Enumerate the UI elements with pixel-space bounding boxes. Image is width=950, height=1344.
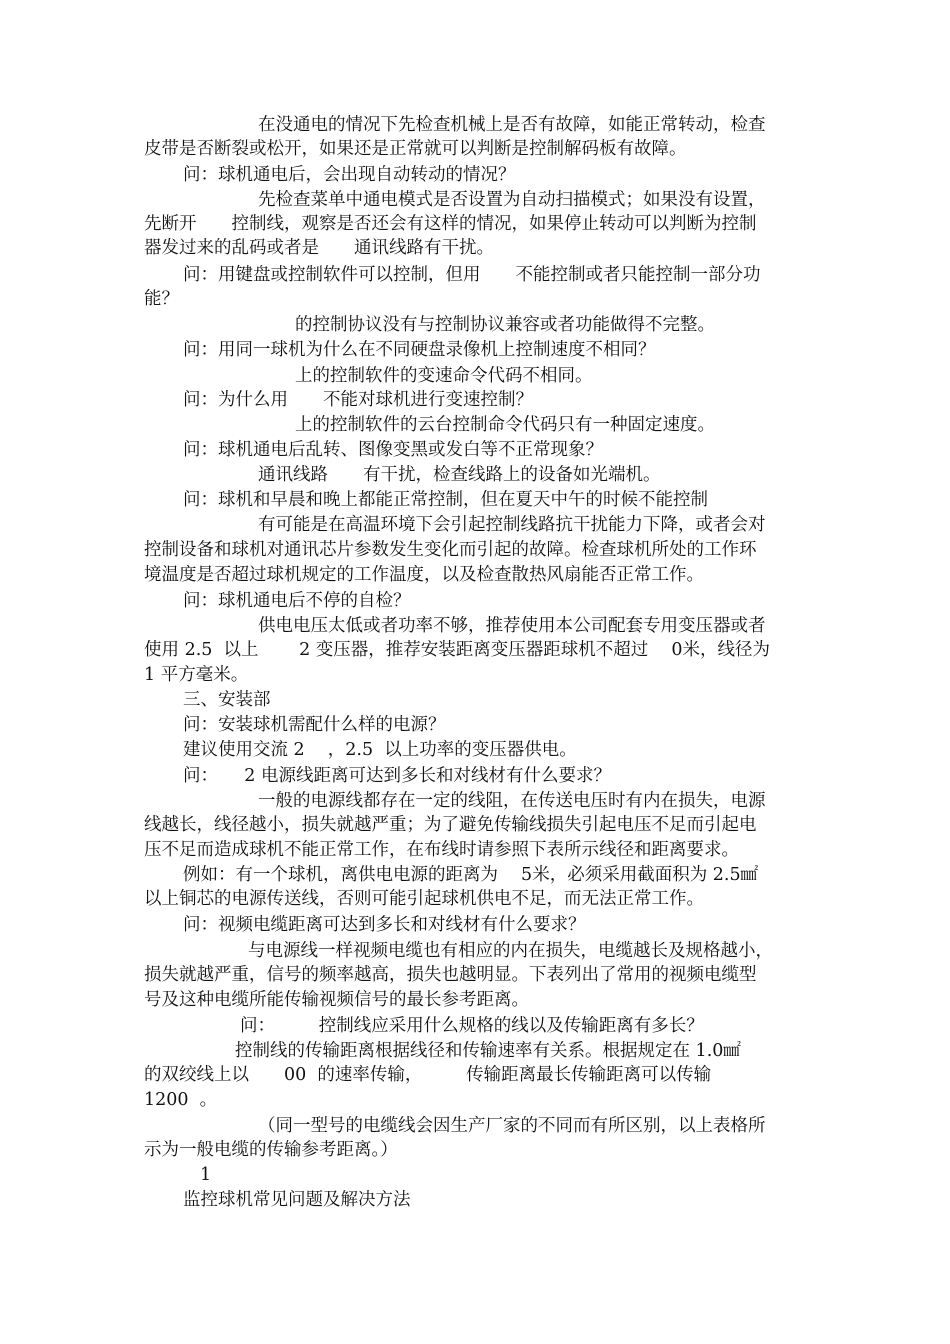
section-heading: 三、安装部 xyxy=(183,690,271,710)
text-line: 在没通电的情况下先检查机械上是否有故障，如能正常转动，检查 xyxy=(258,115,766,135)
text-line: 的控制协议没有与控制协议兼容或者功能做得不完整。 xyxy=(295,315,715,335)
text-line: （同一型号的电缆线会因生产厂家的不同而有所区别，以上表格所 xyxy=(258,1116,766,1136)
text-line: 供电电压太低或者功率不够，推荐使用本公司配套专用变压器或者 xyxy=(258,616,766,636)
text-line: 问：球机通电后，会出现自动转动的情况？ xyxy=(183,165,516,185)
page-number: 1 xyxy=(200,1165,212,1185)
text-line: 境温度是否超过球机规定的工作温度，以及检查散热风扇能否正常工作。 xyxy=(144,565,704,585)
text-line: 控制设备和球机对通讯芯片参数发生变化而引起的故障。检查球机所处的工作环 xyxy=(144,540,757,560)
text-line: 问： 控制线应采用什么规格的线以及传输距离有多长？ xyxy=(240,1016,704,1036)
text-line: 压不足而造成球机不能正常工作，在布线时请参照下表所示线径和距离要求。 xyxy=(144,840,739,860)
text-line: 上的控制软件的变速命令代码不相同。 xyxy=(295,366,593,386)
text-line: 与电源线一样视频电缆也有相应的内在损失，电缆越长及规格越小， xyxy=(248,941,773,961)
text-line: 问： 2 电源线距离可达到多长和对线材有什么要求？ xyxy=(183,766,611,786)
text-line: 问：视频电缆距离可达到多长和对线材有什么要求？ xyxy=(183,915,586,935)
text-line: 问：安装球机需配什么样的电源？ xyxy=(183,715,446,735)
text-line: 号及这种电缆所能传输视频信号的最长参考距离。 xyxy=(144,990,529,1010)
text-line: 1200 。 xyxy=(144,1090,218,1110)
text-line: 通讯线路 有干扰，检查线路上的设备如光端机。 xyxy=(258,465,661,485)
document-title: 监控球机常见问题及解决方法 xyxy=(183,1190,411,1210)
text-line: 问：球机通电后乱转、图像变黑或发白等不正常现象？ xyxy=(183,440,603,460)
text-line: 问：用同一球机为什么在不同硬盘录像机上控制速度不相同？ xyxy=(183,340,656,360)
text-line: 问：为什么用 不能对球机进行变速控制？ xyxy=(183,390,533,410)
text-line: 先断开 控制线，观察是否还会有这样的情况，如果停止转动可以判断为控制 xyxy=(144,214,757,234)
text-line: 皮带是否断裂或松开，如果还是正常就可以判断是控制解码板有故障。 xyxy=(144,139,687,159)
text-line: 示为一般电缆的传输参考距离。） xyxy=(144,1140,398,1160)
text-line: 以上铜芯的电源传送线，否则可能引起球机供电不足，而无法正常工作。 xyxy=(144,889,704,909)
text-line: 建议使用交流 2 ，2.5 以上功率的变压器供电。 xyxy=(183,740,577,760)
text-line: 例如：有一个球机，离供电电源的距离为 5米，必须采用截面积为 2.5㎟ xyxy=(183,865,759,885)
text-line: 问：球机通电后不停的自检？ xyxy=(183,591,411,611)
text-line: 能？ xyxy=(144,289,179,309)
text-line: 问：球机和早晨和晚上都能正常控制，但在夏天中午的时候不能控制 xyxy=(183,490,708,510)
text-line: 线越长，线径越小，损失就越严重；为了避免传输线损失引起电压不足而引起电 xyxy=(144,815,757,835)
text-line: 器发过来的乱码或者是 通讯线路有干扰。 xyxy=(144,238,494,258)
text-line: 控制线的传输距离根据线径和传输速率有关系。根据规定在 1.0㎟ xyxy=(235,1041,741,1061)
text-line: 上的控制软件的云台控制命令代码只有一种固定速度。 xyxy=(295,415,715,435)
text-line: 的双绞线上以 00 的速率传输， 传输距离最长传输距离可以传输 xyxy=(144,1065,712,1085)
text-line: 使用 2.5 以上 2 变压器，推荐安装距离变压器距球机不超过 0米，线径为 xyxy=(144,640,770,660)
text-line: 有可能是在高温环境下会引起控制线路抗干扰能力下降，或者会对 xyxy=(258,515,766,535)
text-line: 一般的电源线都存在一定的线阻，在传送电压时有内在损失，电源 xyxy=(258,791,766,811)
text-line: 损失就越严重，信号的频率越高，损失也越明显。下表列出了常用的视频电缆型 xyxy=(144,965,757,985)
text-line: 1 平方毫米。 xyxy=(144,665,249,685)
text-line: 先检查菜单中通电模式是否设置为自动扫描模式；如果没有设置， xyxy=(258,190,766,210)
text-line: 问：用键盘或控制软件可以控制，但用 不能控制或者只能控制一部分功 xyxy=(183,265,761,285)
